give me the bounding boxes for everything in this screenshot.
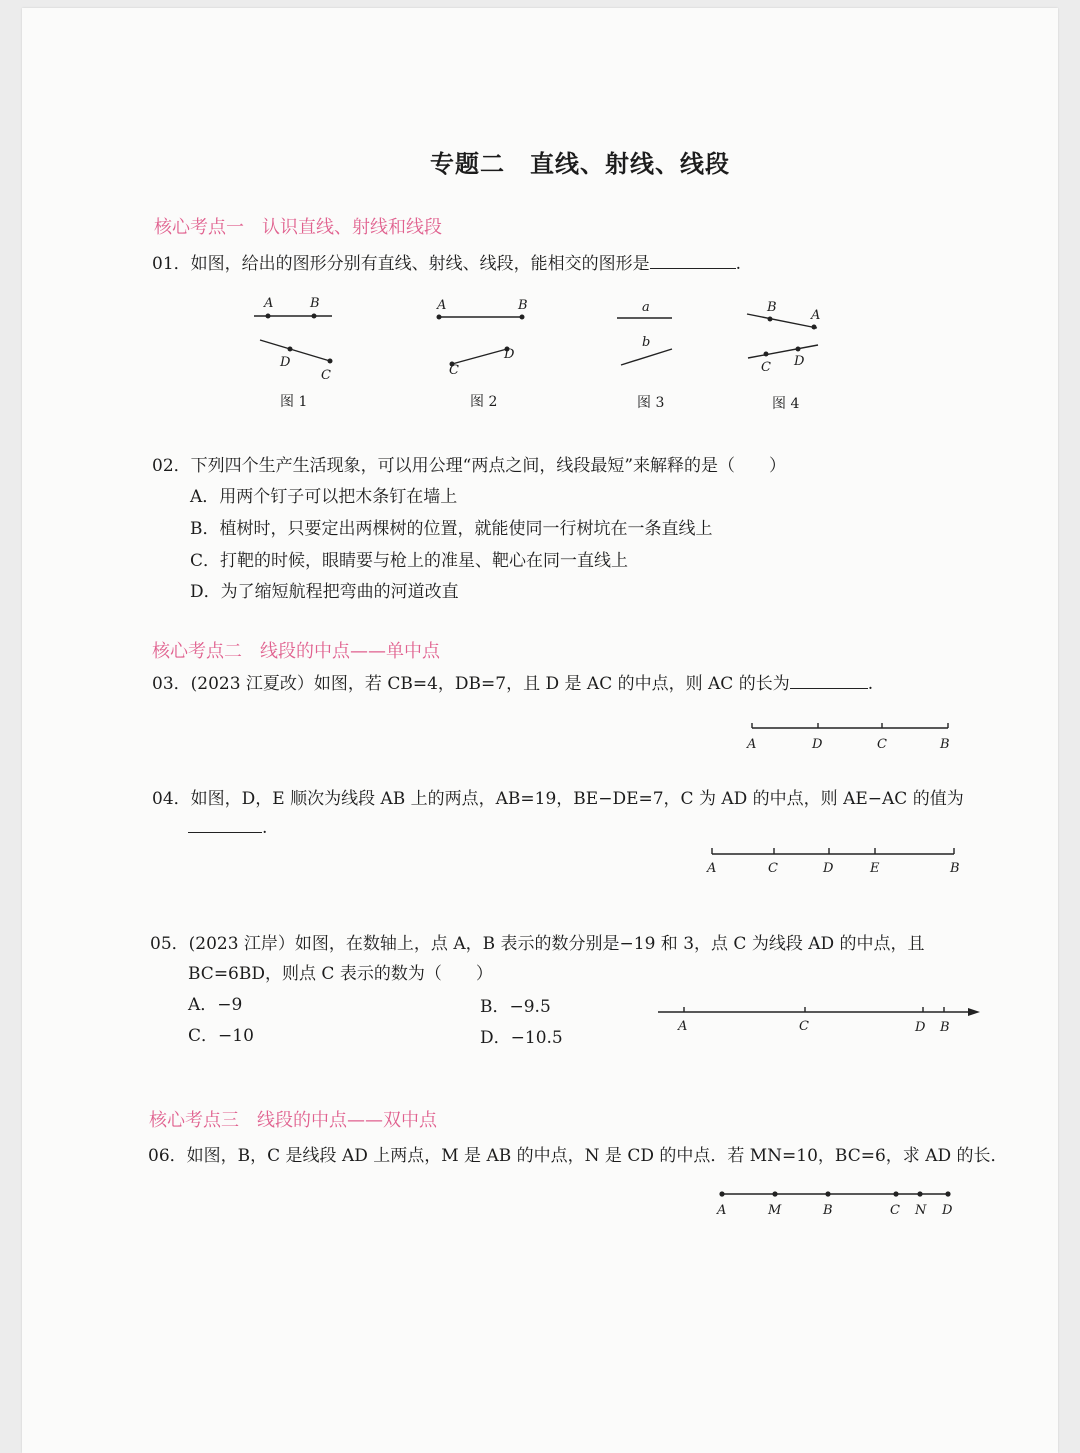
point-a [812, 325, 817, 330]
q02-option-c: C．打靶的时候，眼睛要与枪上的准星、靶心在同一直线上 [190, 551, 629, 571]
label-a: A [707, 861, 717, 876]
label-b: B [950, 861, 960, 876]
label-n: N [915, 1203, 927, 1218]
figure-2-caption: 图 2 [470, 394, 498, 410]
label-b: B [823, 1203, 833, 1218]
label-b: B [940, 1020, 950, 1035]
point-d [945, 1191, 950, 1196]
point-n [917, 1191, 922, 1196]
point-a [719, 1191, 724, 1196]
label-c: C [321, 368, 331, 383]
label-c: C [877, 737, 887, 752]
question-05-text: 05．(2023 江岸）如图，在数轴上，点 A，B 表示的数分别是−19 和 3，点 C 为线段 AD 的中点，且 [150, 934, 925, 954]
label-a: A [264, 296, 274, 311]
label-e: E [870, 861, 880, 876]
answer-blank [188, 814, 262, 833]
q05-option-c: C．−10 [188, 1026, 254, 1046]
section-heading-2: 核心考点二 线段的中点——单中点 [152, 641, 440, 662]
q02-option-b: B．植树时，只要定出两棵树的位置，就能使同一行树坑在一条直线上 [190, 519, 713, 539]
label-d: D [280, 355, 291, 370]
label-b: B [518, 298, 528, 313]
label-d: D [942, 1203, 953, 1218]
q05-option-a: A．−9 [188, 995, 243, 1015]
question-04-text: 04．如图，D，E 顺次为线段 AB 上的两点，AB=19，BE−DE=7，C 为 AD 的中点，则 AE−AC 的值为 [152, 789, 964, 809]
answer-blank [650, 250, 736, 269]
label-b: B [310, 296, 320, 311]
figure-1 [242, 296, 342, 406]
line-cd [748, 345, 818, 358]
label-c: C [768, 861, 778, 876]
label-c: C [890, 1203, 900, 1218]
label-m: M [768, 1203, 782, 1218]
page-title: 专题二 直线、射线、线段 [430, 149, 730, 178]
label-a: A [811, 308, 821, 323]
label-d: D [812, 737, 823, 752]
q05-number-line [652, 1002, 982, 1022]
label-b: b [642, 335, 651, 350]
worksheet-page [22, 8, 1058, 1453]
label-a: A [437, 298, 447, 313]
figure-4-caption: 图 4 [772, 396, 800, 412]
point-d [288, 347, 293, 352]
segment-cd [452, 349, 507, 364]
label-d: D [794, 354, 805, 369]
label-a: A [747, 737, 757, 752]
q05-option-d: D．−10.5 [480, 1028, 563, 1048]
answer-blank [790, 670, 868, 689]
point-c [893, 1191, 898, 1196]
question-06-text: 06．如图，B，C 是线段 AD 上两点，M 是 AB 的中点，N 是 CD 的中点．若 MN=10，BC=6，求 AD 的长． [148, 1146, 1008, 1166]
point-d [796, 347, 801, 352]
ray-dc [260, 340, 330, 361]
question-01: 01．如图，给出的图形分别有直线、射线、线段，能相交的图形是 . [152, 249, 741, 274]
arrow-icon [968, 1008, 980, 1016]
label-b: B [767, 300, 777, 315]
label-a: A [678, 1019, 688, 1034]
point-m [772, 1191, 777, 1196]
figure-1-caption: 图 1 [280, 394, 308, 410]
question-04-blank: . [188, 814, 267, 838]
label-d: D [915, 1020, 926, 1035]
point-c [328, 359, 333, 364]
label-d: D [504, 347, 515, 362]
q02-option-d: D．为了缩短航程把弯曲的河道改直 [190, 582, 459, 602]
label-a: a [642, 300, 650, 315]
point-a [266, 314, 271, 319]
q03-segment-figure [742, 720, 962, 740]
question-05-text-2: BC=6BD，则点 C 表示的数为（ ） [188, 964, 493, 984]
label-c: C [761, 360, 771, 375]
label-b: B [940, 737, 950, 752]
point-a [437, 315, 442, 320]
line-b [621, 349, 672, 365]
section-heading-1: 核心考点一 认识直线、射线和线段 [154, 217, 442, 238]
line-ba [747, 314, 817, 328]
question-02-text: 02．下列四个生产生活现象，可以用公理“两点之间，线段最短”来解释的是（ ） [152, 456, 787, 476]
q02-option-a: A．用两个钉子可以把木条钉在墙上 [190, 487, 458, 507]
label-c: C [799, 1019, 809, 1034]
figure-3-caption: 图 3 [637, 395, 665, 411]
label-c: C [449, 363, 459, 378]
point-b [825, 1191, 830, 1196]
question-01-text: 01．如图，给出的图形分别有直线、射线、线段，能相交的图形是 [152, 254, 650, 274]
point-b [768, 317, 773, 322]
label-d: D [823, 861, 834, 876]
section-heading-3: 核心考点三 线段的中点——双中点 [149, 1110, 437, 1131]
point-c [764, 352, 769, 357]
label-a: A [717, 1203, 727, 1218]
question-03-text: 03．(2023 江夏改）如图，若 CB=4，DB=7，且 D 是 AC 的中点，则 AC 的长为 [152, 674, 790, 694]
point-b [312, 314, 317, 319]
q05-option-b: B．−9.5 [480, 997, 551, 1017]
point-b [520, 315, 525, 320]
question-03: 03．(2023 江夏改）如图，若 CB=4，DB=7，且 D 是 AC 的中点，则 AC 的长为 . [152, 669, 873, 694]
